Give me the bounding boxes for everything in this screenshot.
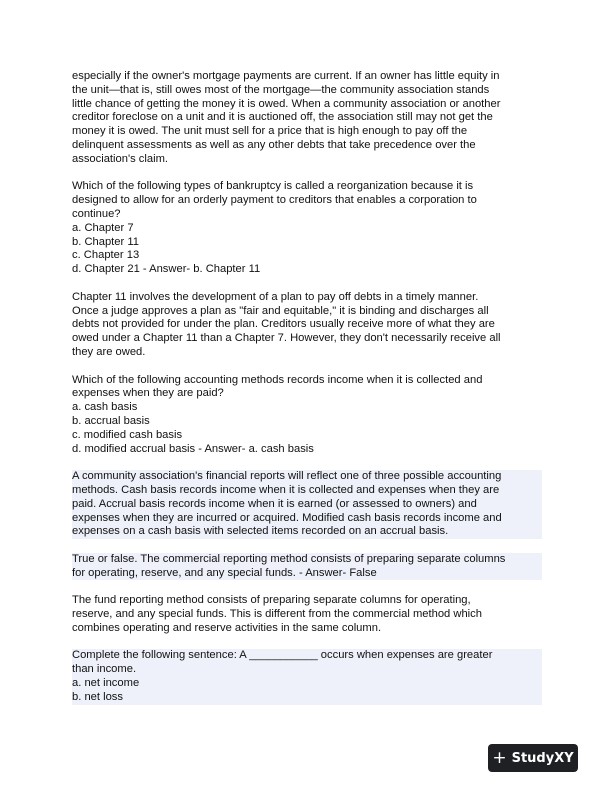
- text-line: b. accrual basis: [72, 414, 150, 427]
- text-line: continue?: [72, 207, 121, 220]
- text-line: owed under a Chapter 11 than a Chapter 7. However, they don't necessarily receive all: [72, 332, 501, 345]
- text-line: a. Chapter 7: [72, 221, 134, 234]
- text-line: c. Chapter 13: [72, 249, 140, 262]
- paragraph: [72, 70, 542, 167]
- text-line: association's claim.: [72, 152, 169, 165]
- paragraph: [72, 649, 542, 704]
- text-line: Which of the following types of bankruptcy is called a reorganization because it is: [72, 180, 474, 193]
- text-line: d. Chapter 21 - Answer- b. Chapter 11: [72, 263, 261, 276]
- text-line: expenses on a cash basis with selected items recorded on an accrual basis.: [72, 525, 449, 538]
- text-line: a. net income: [72, 677, 140, 690]
- plus-icon: +: [492, 747, 507, 768]
- text-line: they are owed.: [72, 345, 146, 358]
- text-line: The fund reporting method consists of preparing separate columns for operating,: [72, 594, 471, 607]
- text-line: Chapter 11 involves the development of a plan to pay off debts in a timely manner.: [72, 290, 479, 303]
- text-line: A community association's financial reports will reflect one of three possible accounting: [72, 470, 502, 483]
- text-line: paid. Accrual basis records income when it is earned (or assessed to owners) and: [72, 497, 477, 510]
- text-line: delinquent assessments as well as any other debts that take precedence over the: [72, 138, 476, 151]
- text-line: a. cash basis: [72, 401, 138, 414]
- text-line: the unit—that is, still owes most of the mortgage—the community association stands: [72, 83, 490, 96]
- text-line: reserve, and any special funds. This is different from the commercial method which: [72, 608, 482, 621]
- text-line: b. net loss: [72, 690, 123, 703]
- text-line: designed to allow for an orderly payment to creditors that enables a corporation to: [72, 194, 477, 207]
- text-line: money it is owed. The unit must sell for a price that is high enough to pay off the: [72, 125, 468, 138]
- studyxy-badge[interactable]: [488, 744, 578, 772]
- badge-label: StudyXY: [511, 750, 574, 766]
- paragraph: [72, 374, 542, 457]
- text-line: creditor foreclose on a unit and it is auctioned off, the association still may not get the: [72, 111, 493, 124]
- paragraph: [72, 594, 542, 635]
- paragraph: [72, 180, 542, 277]
- text-line: expenses when they are paid?: [72, 387, 224, 400]
- text-line: d. modified accrual basis - Answer- a. cash basis: [72, 442, 314, 455]
- document-body: [72, 70, 542, 718]
- text-line: debts not provided for under the plan. Creditors usually receive more of what they are: [72, 318, 495, 331]
- paragraph: [72, 470, 542, 539]
- text-line: than income.: [72, 663, 137, 676]
- text-line: Once a judge approves a plan as "fair and equitable," it is binding and discharges all: [72, 304, 489, 317]
- text-line: combines operating and reserve activities in the same column.: [72, 621, 382, 634]
- text-line: Which of the following accounting methods records income when it is collected and: [72, 373, 483, 386]
- text-line: Complete the following sentence: A ___________ occurs when expenses are greater: [72, 649, 493, 662]
- text-line: expenses when they are incurred or acquired. Modified cash basis records income and: [72, 511, 502, 524]
- text-line: b. Chapter 11: [72, 235, 139, 248]
- text-line: little chance of getting the money it is owed. When a community association or another: [72, 97, 501, 110]
- text-line: for operating, reserve, and any special funds. - Answer- False: [72, 566, 377, 579]
- paragraph: [72, 553, 542, 581]
- text-line: methods. Cash basis records income when it is collected and expenses when they are: [72, 483, 500, 496]
- paragraph: [72, 291, 542, 360]
- text-line: c. modified cash basis: [72, 428, 183, 441]
- text-line: True or false. The commercial reporting method consists of preparing separate columns: [72, 552, 506, 565]
- text-line: especially if the owner's mortgage payments are current. If an owner has little equity in: [72, 70, 500, 82]
